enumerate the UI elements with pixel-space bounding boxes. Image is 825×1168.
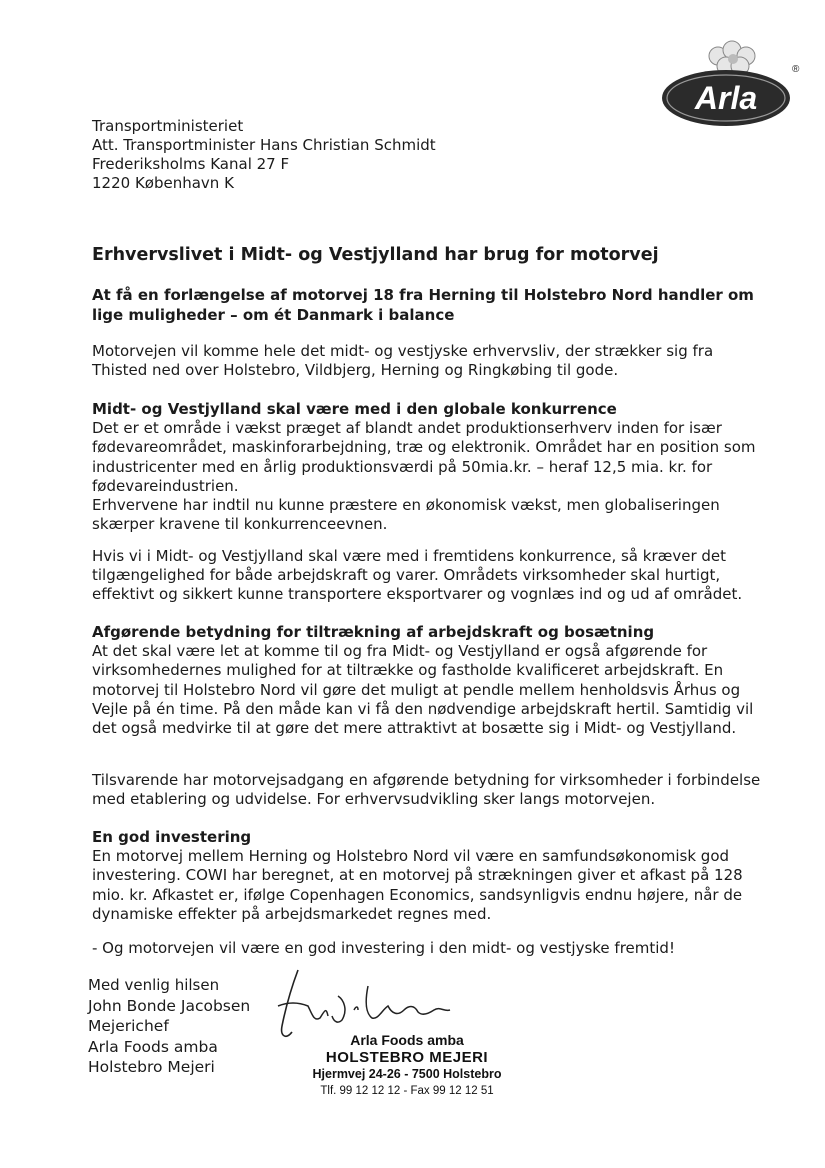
- sender-company: Arla Foods amba: [88, 1037, 218, 1056]
- stamp-address: Hjermvej 24-26 - 7500 Holstebro: [312, 1067, 502, 1081]
- company-stamp: [282, 1032, 532, 1099]
- address-line: 1220 København K: [92, 174, 234, 192]
- closing-line: - Og motorvejen vil være en god investering i den midt- og vestjyske fremtid!: [92, 939, 675, 957]
- paragraph: At det skal være let at komme til og fra Midt- og Vestjylland er også afgørende for virksomhedernes mulighed for at tiltrække og fastholde kvalificeret arbejdskraft. En motorvej til Holstebro Nord vil gøre det muligt at pendle mellem henholdsvis Århus og Vejle på én time. På den måde kan vi få den nødvendige arbejdskraft hertil. Samtidig vil det også medvirke til at gøre det mere attraktivt at bosætte sig i Midt- og Vestjylland.: [92, 642, 754, 738]
- address-line: Transportministeriet: [92, 117, 244, 135]
- paragraph: Erhvervene har indtil nu kunne præstere en økonomisk vækst, men globaliseringen skærper kravene til konkurrenceevnen.: [92, 496, 720, 534]
- intro-paragraph: Motorvejen vil komme hele det midt- og vestjyske erhvervsliv, der strækker sig fra Thisted ned over Holstebro, Vildbjerg, Herning og Ringkøbing til gode.: [92, 342, 714, 380]
- sender-site: Holstebro Mejeri: [88, 1058, 215, 1076]
- paragraph: En motorvej mellem Herning og Holstebro Nord vil være en samfundsøkonomisk god investering. COWI har beregnet, at en motorvej på strækningen giver et afkast på 128 mio. kr. Afkastet er, ifølge Copenhagen Economics, sandsynligvis endnu højere, når de dynamiske effekter på arbejdsmarkedet regnes med.: [92, 847, 743, 923]
- section-heading: En god investering: [92, 828, 252, 846]
- section-global-competition: [92, 400, 772, 534]
- section-workforce: [92, 623, 772, 738]
- signoff-block: [88, 975, 250, 1078]
- flower-icon: [709, 41, 755, 75]
- stamp-site: HOLSTEBRO MEJERI: [325, 1049, 489, 1066]
- address-line: Frederiksholms Kanal 27 F: [92, 155, 290, 173]
- registered-mark: ®: [792, 64, 800, 75]
- section-heading: Afgørende betydning for tiltrækning af arbejdskraft og bosætning: [92, 623, 655, 641]
- logo-wordmark: Arla: [694, 80, 758, 116]
- arla-logo: [656, 36, 800, 136]
- recipient-address: [92, 117, 436, 193]
- stamp-phone: Tlf. 99 12 12 12 - Fax 99 12 12 51: [320, 1085, 494, 1097]
- letter-subtitle: At få en forlængelse af motorvej 18 fra Herning til Holstebro Nord handler om lige muligheder – om ét Danmark i balance: [92, 286, 754, 324]
- section-heading: Midt- og Vestjylland skal være med i den globale konkurrence: [92, 400, 617, 418]
- paragraph: Tilsvarende har motorvejsadgang en afgørende betydning for virksomheder i forbindelse med etablering og udvidelse. For erhvervsudvikling sker langs motorvejen.: [92, 771, 761, 809]
- sender-role: Mejerichef: [88, 1017, 169, 1035]
- stamp-company: Arla Foods amba: [350, 1032, 464, 1048]
- letter-title: Erhvervslivet i Midt- og Vestjylland har brug for motorvej: [92, 245, 659, 265]
- paragraph: Det er et område i vækst præget af blandt andet produktionserhverv inden for især fødevareområdet, maskinforarbejdning, træ og elektronik. Området har en position som industricenter med en årlig produktionsværdi på 50mia.kr. – heraf 12,5 mia. kr. for fødevareindustrien.: [92, 419, 756, 495]
- section-investment: [92, 828, 772, 924]
- sender-name: John Bonde Jacobsen: [88, 996, 251, 1015]
- address-line: Att. Transportminister Hans Christian Schmidt: [92, 136, 436, 154]
- greeting: Med venlig hilsen: [88, 976, 220, 994]
- paragraph: Hvis vi i Midt- og Vestjylland skal være med i fremtidens konkurrence, så kræver det tilgængelighed for både arbejdskraft og varer. Områdets virksomheder skal hurtigt, effektivt og sikkert kunne transportere eksportvarer og vognlæs ind og ud af området.: [92, 547, 743, 604]
